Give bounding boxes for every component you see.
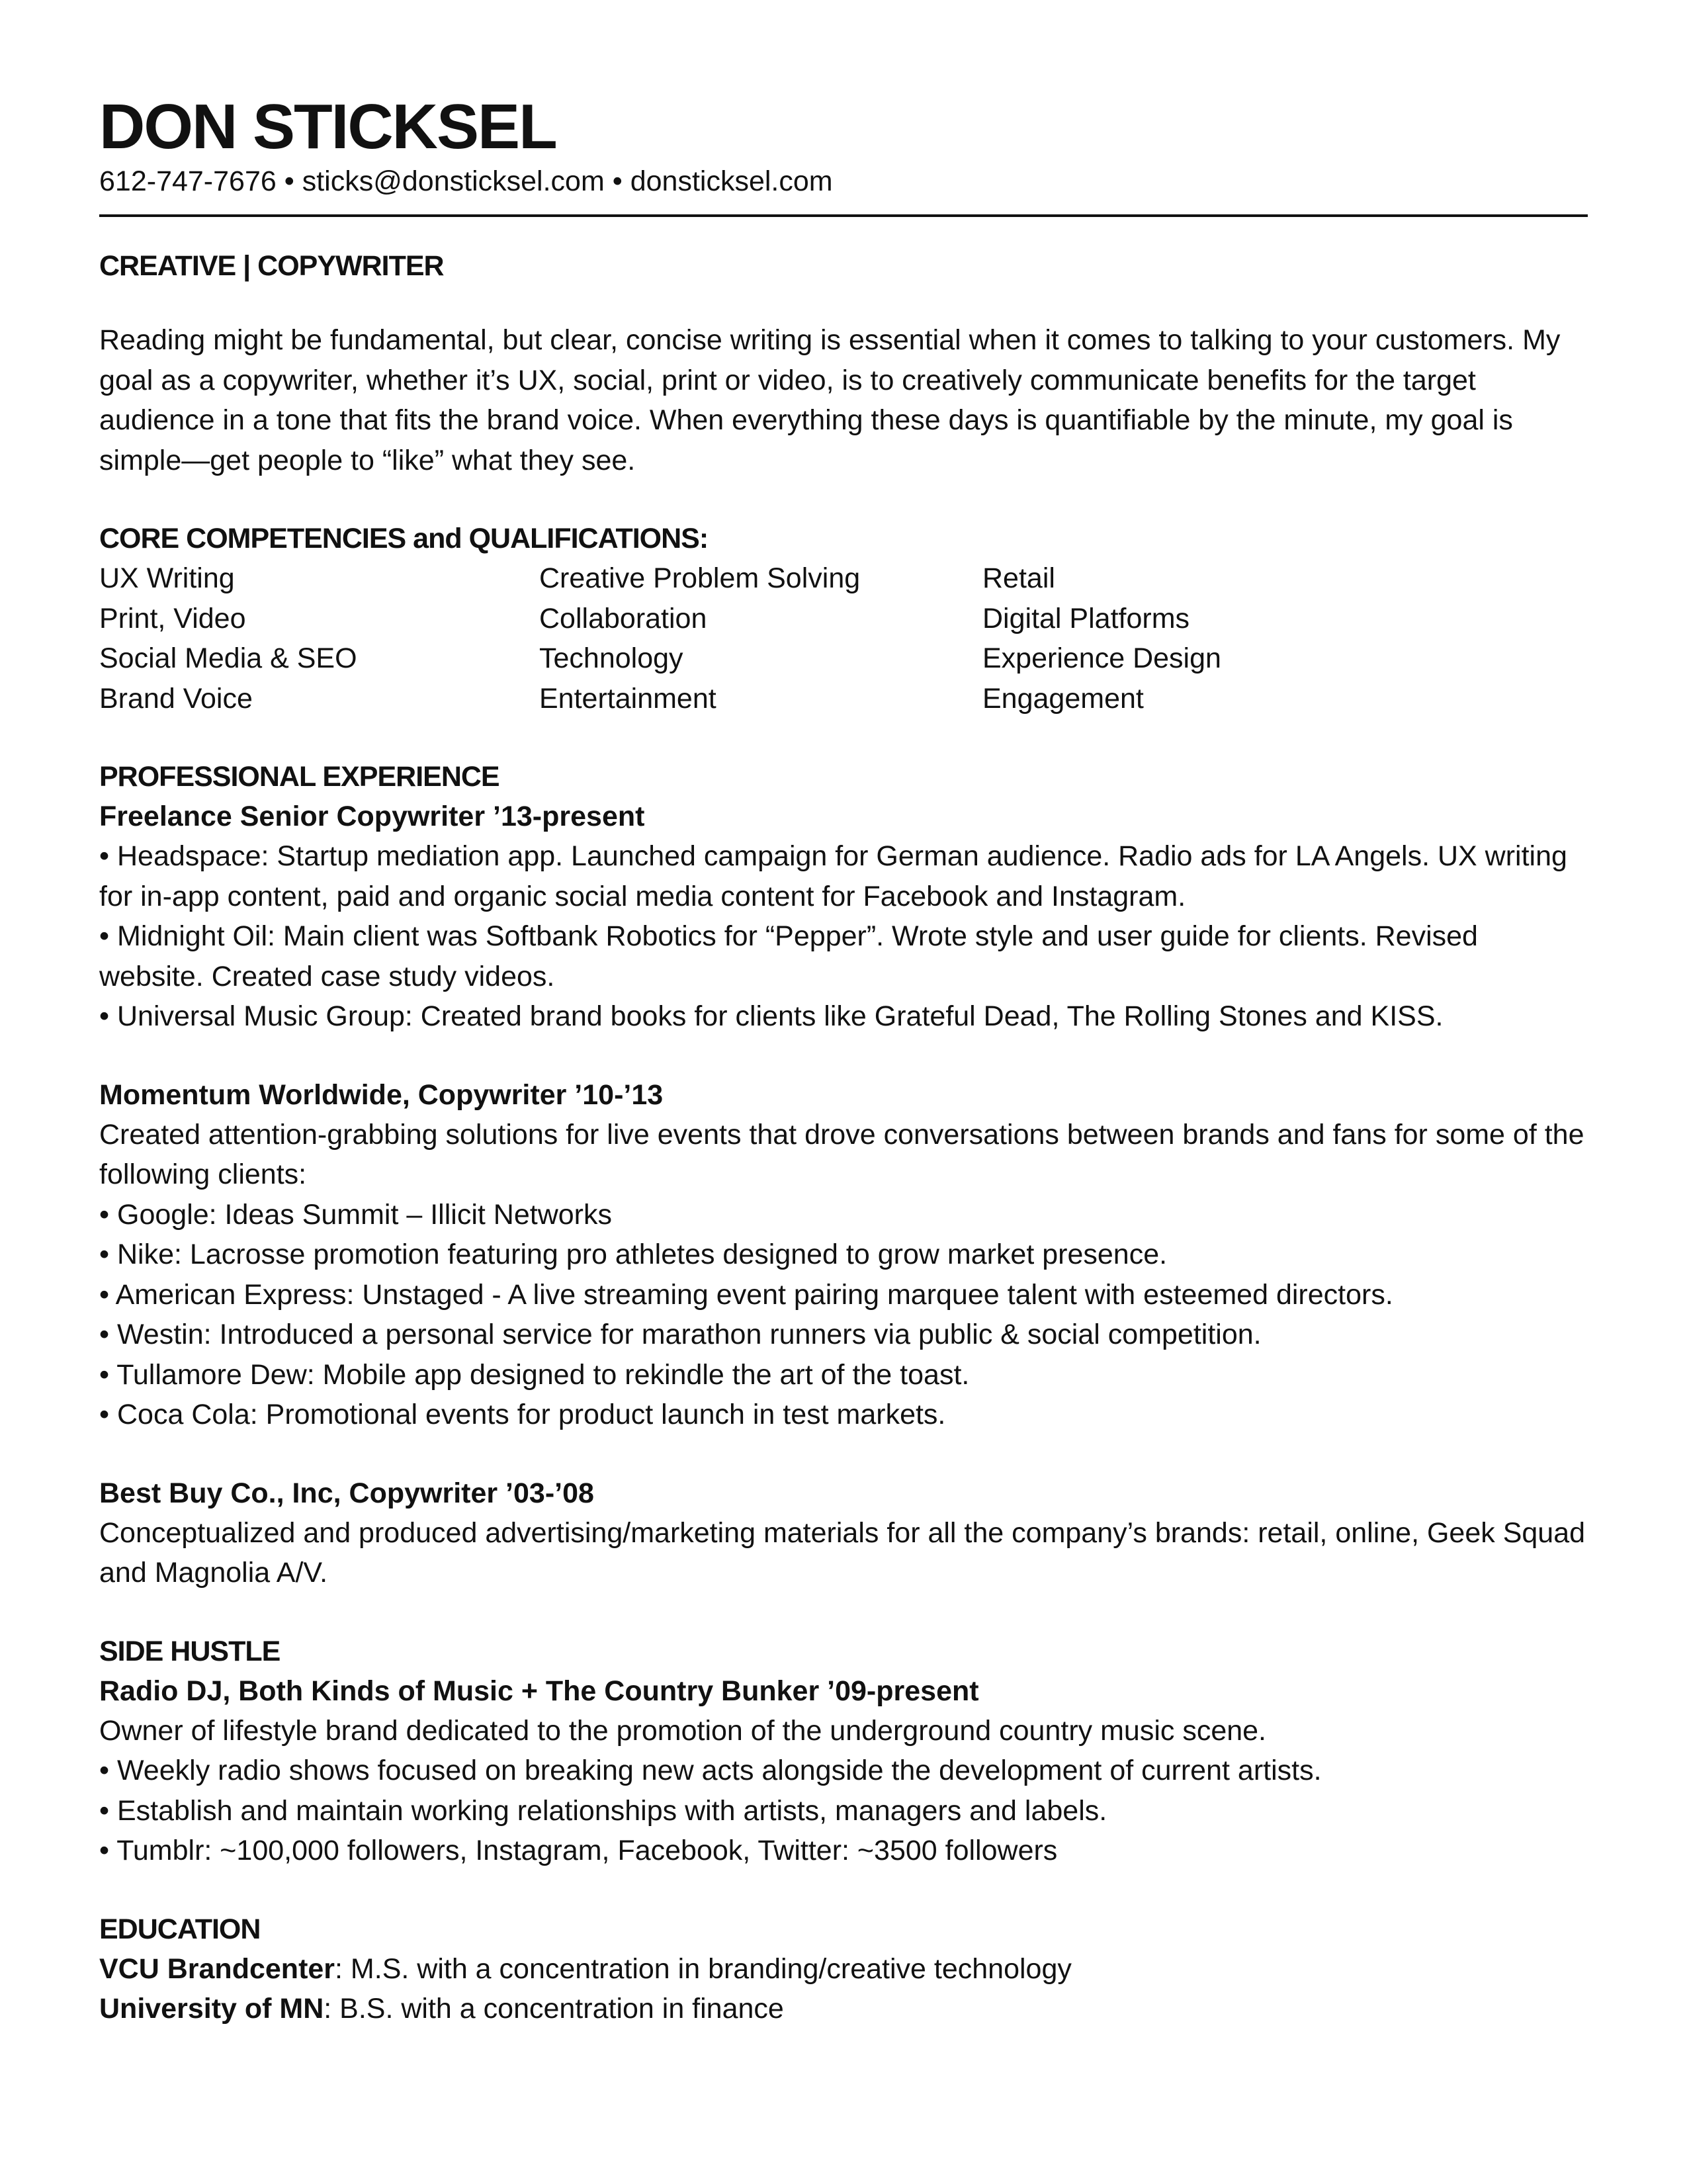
bullet-item: • Coca Cola: Promotional events for product launch in test markets. [99, 1399, 946, 1430]
degree-detail: : B.S. with a concentration in finance [324, 1993, 784, 2025]
job-entry [99, 1075, 1588, 1435]
role-title: CREATIVE | COPYWRITER [99, 250, 444, 282]
competencies-column [539, 558, 982, 719]
job-entry [99, 797, 1588, 1037]
bullet-item: • American Express: Unstaged - A live streaming event pairing marquee talent with esteemed directors. [99, 1278, 1393, 1311]
school-name: VCU Brandcenter [99, 1952, 335, 1985]
education-heading: EDUCATION [99, 1913, 261, 1945]
job-title: Best Buy Co., Inc, Copywriter ’03-’08 [99, 1477, 594, 1509]
degree-detail: : M.S. with a concentration in branding/creative technology [335, 1952, 1072, 1985]
bullet-item: • Midnight Oil: Main client was Softbank Robotics for “Pepper”. Wrote style and user guide for clients. Revised website. Created case study videos. [99, 920, 1478, 992]
side-hustle-heading: SIDE HUSTLE [99, 1635, 281, 1667]
competency-item: Creative Problem Solving [539, 562, 861, 594]
resume-header [99, 93, 1588, 217]
competency-item: Technology [539, 642, 683, 674]
competencies-section [99, 519, 1588, 719]
bullet-item: • Tumblr: ~100,000 followers, Instagram, Facebook, Twitter: ~3500 followers [99, 1835, 1058, 1866]
competency-item: Brand Voice [99, 682, 253, 715]
experience-section [99, 757, 1588, 1593]
competency-item: Retail [982, 562, 1055, 594]
competencies-heading: CORE COMPETENCIES and QUALIFICATIONS: [99, 523, 709, 554]
contact-line: 612-747-7676 • sticks@donsticksel.com • donsticksel.com [99, 165, 833, 197]
resume-page [99, 93, 1588, 2029]
competency-item: Print, Video [99, 602, 246, 634]
side-hustle-title: Radio DJ, Both Kinds of Music + The Country Bunker ’09-present [99, 1675, 979, 1707]
competency-item: Experience Design [982, 642, 1221, 674]
competency-item: Collaboration [539, 602, 707, 634]
bullet-item: • Google: Ideas Summit – Illicit Networks [99, 1198, 612, 1231]
competencies-column [982, 558, 1588, 719]
education-section [99, 1909, 1588, 2029]
bullet-item: • Headspace: Startup mediation app. Launched campaign for German audience. Radio ads for LA Angels. UX writing for in-app content, paid and organic social media content for Facebook and Instagram. [99, 840, 1567, 912]
competencies-grid [99, 558, 1588, 719]
competency-item: Social Media & SEO [99, 642, 357, 674]
experience-heading: PROFESSIONAL EXPERIENCE [99, 761, 499, 793]
education-entry [99, 1989, 1588, 2029]
job-bullets [99, 1195, 1588, 1435]
candidate-name: DON STICKSEL [99, 91, 556, 162]
competency-item: Engagement [982, 682, 1144, 715]
job-description: Created attention-grabbing solutions for live events that drove conversations between brands and fans for some of the following clients: [99, 1118, 1584, 1190]
job-description: Conceptualized and produced advertising/marketing materials for all the company’s brands: retail, online, Geek Squad and Magnolia A/V. [99, 1516, 1586, 1589]
job-bullets [99, 836, 1588, 1037]
competency-item: Digital Platforms [982, 602, 1190, 634]
competency-item: UX Writing [99, 562, 235, 594]
competencies-column [99, 558, 539, 719]
bullet-item: • Tullamore Dew: Mobile app designed to rekindle the art of the toast. [99, 1358, 970, 1391]
bullet-item: • Westin: Introduced a personal service for marathon runners via public & social competition. [99, 1319, 1262, 1350]
job-title: Momentum Worldwide, Copywriter ’10-’13 [99, 1078, 664, 1111]
education-entry [99, 1949, 1588, 1989]
side-hustle-description: Owner of lifestyle brand dedicated to the promotion of the underground country music scene. [99, 1714, 1267, 1747]
bullet-item: • Establish and maintain working relationships with artists, managers and labels. [99, 1794, 1107, 1827]
competency-item: Entertainment [539, 682, 716, 715]
summary-paragraph: Reading might be fundamental, but clear, concise writing is essential when it comes to talking to your customers. My goal as a copywriter, whether it’s UX, social, print or video, is to creatively communicate benefits for the target audience in a tone that fits the brand voice. When everything these days is quantifiable by the minute, my goal is simple—get people to “like” what they see. [99, 324, 1561, 476]
job-title: Freelance Senior Copywriter ’13-present [99, 801, 645, 832]
school-name: University of MN [99, 1993, 324, 2025]
side-hustle-section [99, 1632, 1588, 1871]
bullet-item: • Nike: Lacrosse promotion featuring pro athletes designed to grow market presence. [99, 1239, 1168, 1270]
job-entry [99, 1473, 1588, 1593]
bullet-item: • Weekly radio shows focused on breaking new acts alongside the development of current artists. [99, 1755, 1322, 1786]
bullet-item: • Universal Music Group: Created brand books for clients like Grateful Dead, The Rolling Stones and KISS. [99, 1000, 1444, 1032]
side-hustle-bullets [99, 1751, 1588, 1871]
